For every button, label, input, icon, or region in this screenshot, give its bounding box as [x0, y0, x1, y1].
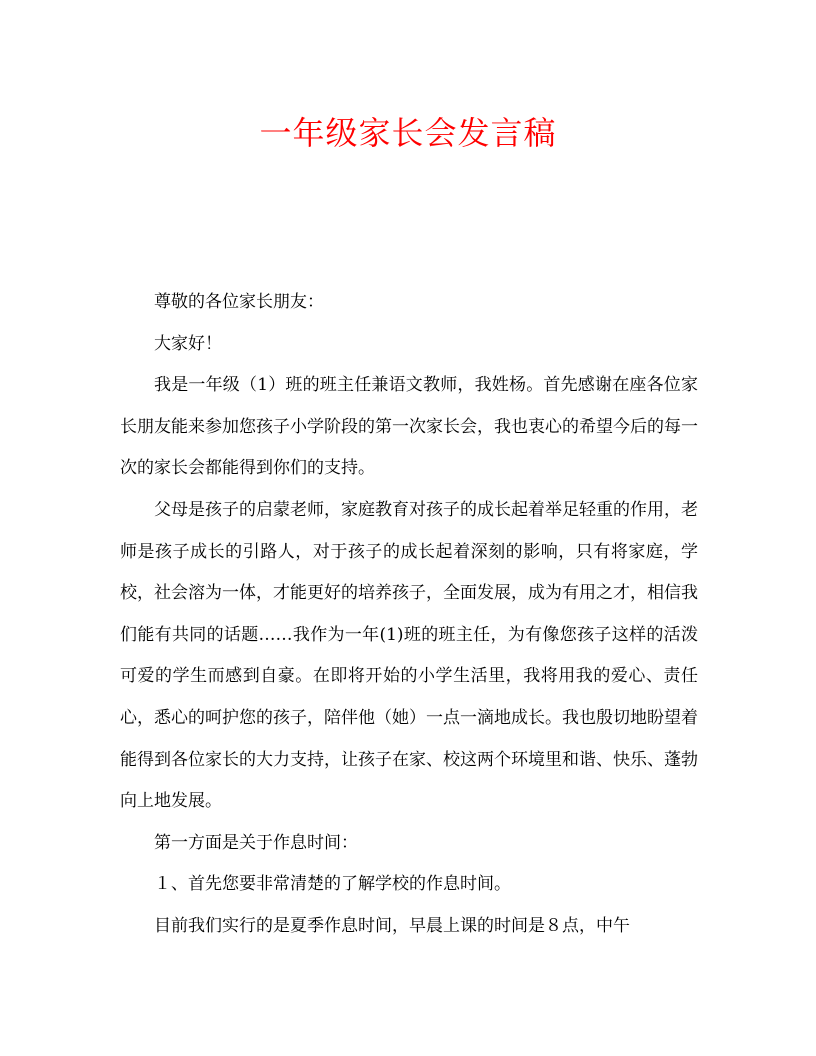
section-heading-schedule: 第一方面是关于作息时间： — [154, 832, 358, 853]
document-body — [120, 282, 698, 948]
list-item-schedule-1: １、首先您要非常清楚的了解学校的作息时间。 — [154, 874, 511, 895]
paragraph-introduction: 我是一年级（1）班的班主任兼语文教师，我姓杨。首先感谢在座各位家长朋友能来参加您孩子小学阶段的第一次家长会，我也衷心的希望今后的每一次的家长会都能得到你们的支持。 — [120, 375, 698, 479]
document-title: 一年级家长会发言稿 — [259, 114, 557, 152]
salutation: 尊敬的各位家长朋友： — [154, 292, 324, 312]
greeting: 大家好！ — [154, 333, 222, 354]
paragraph-family-education: 父母是孩子的启蒙老师，家庭教育对孩子的成长起着举足轻重的作用，老师是孩子成长的引路人，对于孩子的成长起着深刻的影响，只有将家庭，学校，社会溶为一体，才能更好的培养孩子，全面发展，成为有用之才，相信我们能有共同的话题……我作为一年(1)班的班主任，为有像您孩子这样的活泼可爱的学生而感到自豪。在即将开始的小学生活里，我将用我的爱心、责任心，悉心的呵护您的孩子，陪伴他（她）一点一滴地成长。我也殷切地盼望着能得到各位家长的大力支持，让孩子在家、校这两个环境里和谐、快乐、蓬勃向上地发展。 — [120, 499, 698, 812]
paragraph-schedule-detail: 目前我们实行的是夏季作息时间，早晨上课的时间是８点，中午 — [154, 915, 630, 936]
